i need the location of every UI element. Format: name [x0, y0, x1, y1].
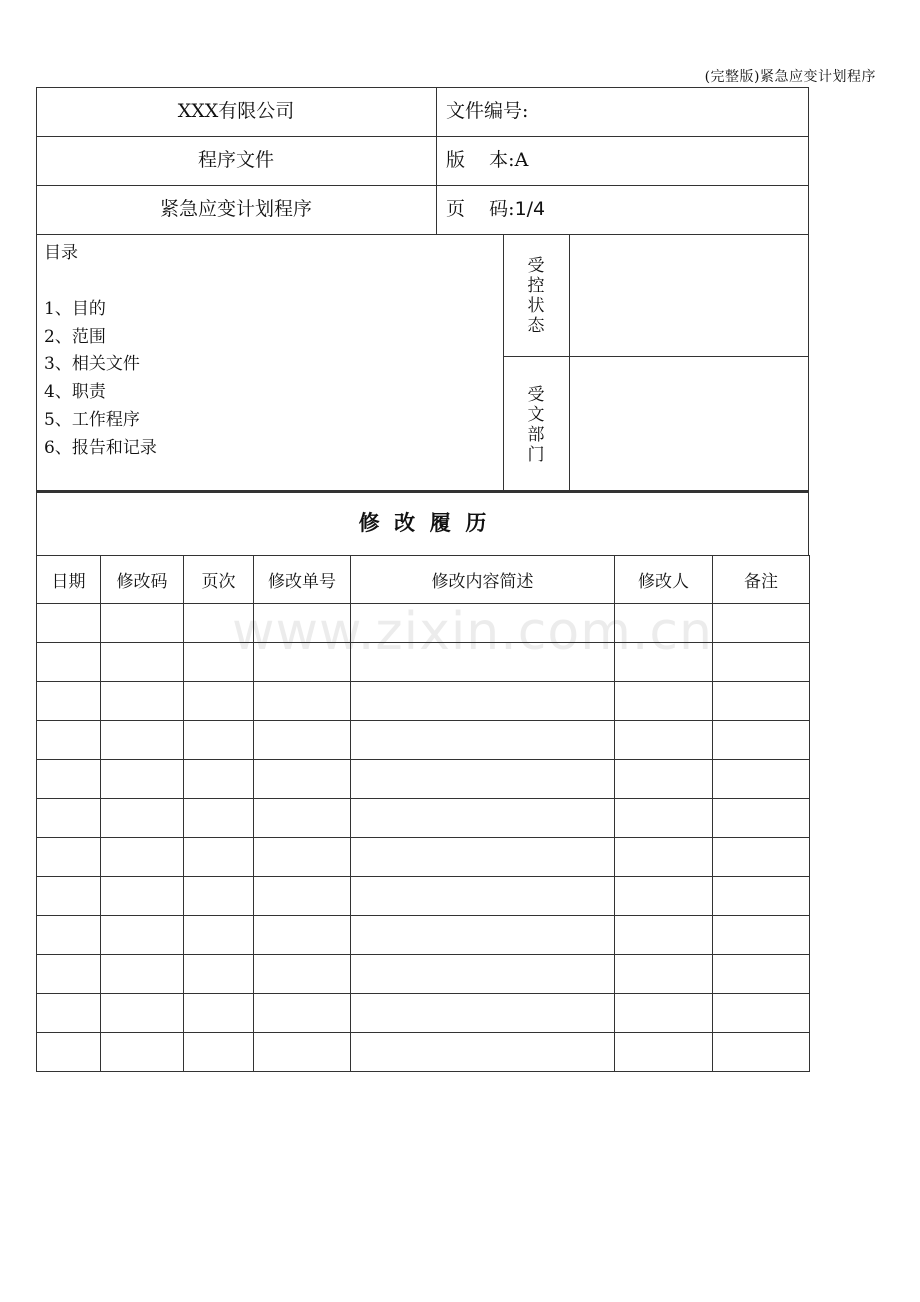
table-row	[37, 799, 810, 838]
table-cell	[713, 682, 810, 721]
table-cell	[254, 877, 351, 916]
file-no-label: 文件编号:	[446, 100, 529, 122]
header-divider-1	[36, 136, 809, 137]
table-cell	[615, 955, 713, 994]
page-field	[446, 200, 545, 219]
table-cell	[37, 877, 101, 916]
table-cell	[184, 721, 254, 760]
table-cell	[351, 838, 615, 877]
column-header: 修改内容简述	[351, 556, 615, 604]
column-header: 修改人	[615, 556, 713, 604]
table-cell	[351, 760, 615, 799]
table-header-row	[37, 556, 810, 604]
table-cell	[615, 682, 713, 721]
table-cell	[615, 604, 713, 643]
watermark: www.zixin.com.cn	[232, 602, 713, 662]
table-cell	[351, 721, 615, 760]
table-cell	[184, 916, 254, 955]
table-cell	[351, 916, 615, 955]
table-cell	[184, 760, 254, 799]
table-cell	[101, 682, 184, 721]
table-cell	[351, 682, 615, 721]
table-cell	[615, 643, 713, 682]
toc-item: 5、工作程序	[44, 409, 140, 430]
table-cell	[101, 838, 184, 877]
table-cell	[713, 760, 810, 799]
table-cell	[101, 604, 184, 643]
table-cell	[254, 916, 351, 955]
table-cell	[184, 994, 254, 1033]
doc-title: 紧急应变计划程序	[159, 198, 312, 220]
table-cell	[351, 643, 615, 682]
table-cell	[351, 1033, 615, 1072]
column-header: 页次	[184, 556, 254, 604]
table-cell	[184, 838, 254, 877]
table-of-contents	[44, 240, 157, 463]
table-cell	[37, 994, 101, 1033]
table-row	[37, 916, 810, 955]
table-cell	[101, 760, 184, 799]
page-caption: (完整版)紧急应变计划程序	[704, 69, 876, 85]
revision-title: 修 改 履 历	[358, 510, 487, 535]
toc-item: 1、目的	[44, 298, 106, 319]
table-cell	[713, 643, 810, 682]
page-value: 1/4	[514, 198, 546, 220]
version-value: A	[514, 149, 529, 171]
table-cell	[101, 643, 184, 682]
toc-item: 4、职责	[44, 382, 106, 403]
column-header: 备注	[713, 556, 810, 604]
header-col-divider	[436, 87, 437, 235]
toc-item: 6、报告和记录	[44, 437, 157, 458]
table-row	[37, 721, 810, 760]
table-cell	[713, 604, 810, 643]
table-cell	[101, 916, 184, 955]
table-cell	[254, 994, 351, 1033]
table-cell	[615, 799, 713, 838]
table-row	[37, 877, 810, 916]
table-row	[37, 604, 810, 643]
table-cell	[254, 604, 351, 643]
table-row	[37, 955, 810, 994]
table-cell	[254, 643, 351, 682]
table-cell	[37, 916, 101, 955]
table-cell	[615, 838, 713, 877]
control-dept-label: 受 文 部 门	[527, 385, 545, 465]
control-label-divider	[569, 234, 570, 491]
table-cell	[615, 877, 713, 916]
page-label: 页 码:	[446, 198, 515, 220]
table-row	[37, 994, 810, 1033]
table-cell	[101, 799, 184, 838]
table-row	[37, 760, 810, 799]
table-cell	[713, 877, 810, 916]
table-cell	[351, 955, 615, 994]
toc-divider	[503, 234, 504, 491]
header-divider-2	[36, 185, 809, 186]
table-cell	[37, 1033, 101, 1072]
table-cell	[351, 604, 615, 643]
table-row	[37, 1033, 810, 1072]
table-cell	[101, 955, 184, 994]
table-cell	[351, 799, 615, 838]
control-status-label: 受 控 状 态	[527, 256, 545, 336]
company-name: XXX有限公司	[177, 100, 295, 122]
table-cell	[713, 1033, 810, 1072]
table-cell	[254, 955, 351, 994]
table-cell	[184, 955, 254, 994]
table-row	[37, 643, 810, 682]
table-cell	[615, 994, 713, 1033]
table-cell	[37, 721, 101, 760]
table-cell	[37, 682, 101, 721]
revision-table	[36, 555, 810, 1072]
toc-item: 2、范围	[44, 326, 106, 347]
table-cell	[37, 643, 101, 682]
doc-type: 程序文件	[197, 149, 274, 171]
table-cell	[37, 760, 101, 799]
toc-item: 3、相关文件	[44, 354, 140, 375]
table-cell	[351, 877, 615, 916]
table-cell	[184, 604, 254, 643]
version-field	[446, 151, 528, 170]
table-cell	[184, 643, 254, 682]
table-row	[37, 682, 810, 721]
table-cell	[615, 1033, 713, 1072]
table-cell	[101, 1033, 184, 1072]
table-cell	[101, 721, 184, 760]
table-cell	[37, 799, 101, 838]
table-cell	[254, 682, 351, 721]
table-cell	[254, 838, 351, 877]
table-cell	[254, 760, 351, 799]
table-cell	[184, 682, 254, 721]
table-cell	[37, 604, 101, 643]
table-cell	[713, 799, 810, 838]
table-cell	[713, 838, 810, 877]
column-header: 日期	[37, 556, 101, 604]
table-cell	[713, 721, 810, 760]
table-cell	[351, 994, 615, 1033]
table-cell	[713, 916, 810, 955]
table-cell	[615, 760, 713, 799]
control-row-divider	[503, 356, 809, 357]
table-cell	[254, 1033, 351, 1072]
table-cell	[713, 955, 810, 994]
table-cell	[37, 838, 101, 877]
toc-title: 目录	[44, 243, 78, 263]
table-cell	[254, 799, 351, 838]
column-header: 修改码	[101, 556, 184, 604]
table-cell	[184, 877, 254, 916]
table-cell	[615, 916, 713, 955]
table-cell	[184, 1033, 254, 1072]
table-cell	[713, 994, 810, 1033]
table-cell	[101, 994, 184, 1033]
version-label: 版 本:	[446, 149, 515, 171]
table-cell	[184, 799, 254, 838]
table-cell	[254, 721, 351, 760]
table-cell	[615, 721, 713, 760]
table-cell	[37, 955, 101, 994]
column-header: 修改单号	[254, 556, 351, 604]
table-row	[37, 838, 810, 877]
table-cell	[101, 877, 184, 916]
